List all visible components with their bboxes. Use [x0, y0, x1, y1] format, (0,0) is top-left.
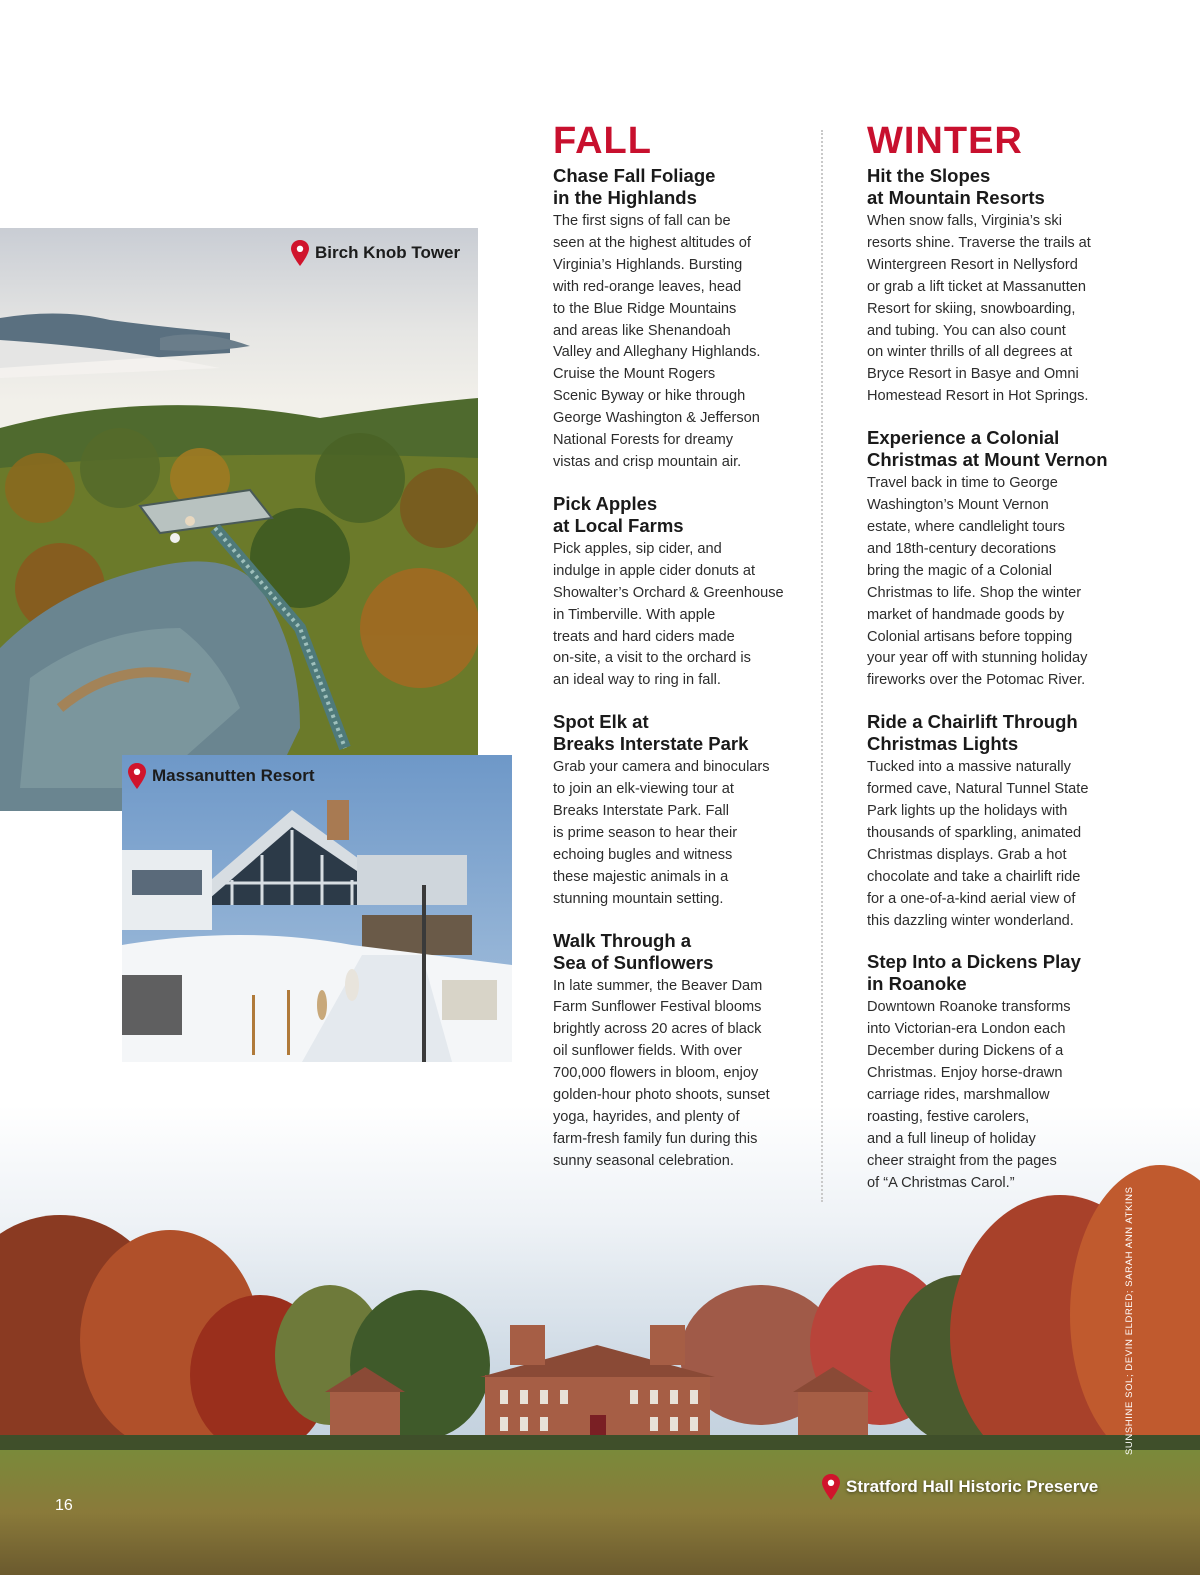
- birch-knob-tower-photo: [0, 228, 478, 811]
- entry-heading: Ride a Chairlift Through Christmas Lights: [867, 711, 1078, 755]
- entry-heading: Hit the Slopes at Mountain Resorts: [867, 165, 1045, 208]
- page-number: 16: [55, 1497, 73, 1514]
- entry-body: Travel back in time to George Washington’s Mount Vernon estate, where candlelight tours and 18th-century decorations bring the magic of a Colonial Christmas to life. Shop the winter market of handmade goods by Colonial artisans before topping your year off with stunning holiday fireworks over the Potomac River.: [867, 475, 1088, 689]
- entry-heading: Step Into a Dickens Play in Roanoke: [867, 951, 1081, 995]
- winter-column: [867, 118, 1117, 1214]
- entry-body: Pick apples, sip cider, and indulge in apple cider donuts at Showalter’s Orchard & Greenhouse in Timberville. With apple treats and hard ciders made on-site, a visit to the orchard is an ideal way to ring in fall.: [553, 540, 784, 689]
- fall-entry: [553, 930, 801, 1173]
- winter-entry: [867, 951, 1117, 1194]
- massanutten-resort-photo: [122, 755, 512, 1062]
- entry-body: The first signs of fall can be seen at the highest altitudes of Virginia’s Highlands. Bursting with red-orange leaves, head to the Blue Ridge Mountains and areas like Shenandoah Valley and Alleghany Highlands. Cruise the Mount Rogers Scenic Byway or hike through George Washington & Jefferson National Forests for dreamy vistas and crisp mountain air.: [553, 213, 761, 470]
- fall-entry: [553, 711, 801, 910]
- fall-entry: [553, 165, 801, 474]
- photo-credit: SUNSHINE SOL; DEVIN ELDRED; SARAH ANN ATKINS: [1124, 1186, 1135, 1455]
- entry-body: Downtown Roanoke transforms into Victorian-era London each December during Dickens of a Christmas. Enjoy horse-drawn carriage rides, marshmallow roasting, festive carolers, and a full lineup of holiday cheer straight from the pages of “A Christmas Carol.”: [867, 999, 1071, 1191]
- entry-body: In late summer, the Beaver Dam Farm Sunflower Festival blooms brightly across 20 acres of black oil sunflower fields. With over 700,000 flowers in bloom, enjoy golden-hour photo shoots, sunset yoga, hayrides, and plenty of farm-fresh family fun during this sunny seasonal celebration.: [553, 977, 770, 1169]
- massanutten-resort-label: Massanutten Resort: [152, 766, 315, 785]
- fall-title: FALL: [553, 120, 652, 162]
- entry-heading: Spot Elk at Breaks Interstate Park: [553, 711, 749, 755]
- entry-body: Grab your camera and binoculars to join an elk-viewing tour at Breaks Interstate Park. Fall is prime season to hear their echoing bugles and witness these majestic animals in a stunning mountain setting.: [553, 759, 770, 907]
- map-pin-icon: [291, 240, 309, 266]
- column-divider: [821, 130, 823, 1202]
- stratford-hall-caption: [822, 1474, 1098, 1500]
- entry-body: When snow falls, Virginia’s ski resorts shine. Traverse the trails at Wintergreen Resort in Nellysford or grab a lift ticket at Massanutten Resort for skiing, snowboarding, and tubing. You can also count on winter thrills of all degrees at Bryce Resort in Basye and Omni Homestead Resort in Hot Springs.: [867, 213, 1091, 405]
- winter-entry: [867, 427, 1117, 692]
- entry-body: Tucked into a massive naturally formed cave, Natural Tunnel State Park lights up the holidays with thousands of sparkling, animated Christmas displays. Grab a hot chocolate and take a chairlift ride for a one-of-a-kind aerial view of this dazzling winter wonderland.: [867, 759, 1089, 929]
- map-pin-icon: [822, 1474, 840, 1500]
- stratford-hall-label: Stratford Hall Historic Preserve: [846, 1477, 1099, 1496]
- winter-title: WINTER: [867, 120, 1023, 162]
- map-pin-icon: [128, 763, 146, 789]
- winter-entry: [867, 165, 1117, 408]
- entry-heading: Pick Apples at Local Farms: [553, 492, 684, 536]
- fall-column: [553, 118, 801, 1192]
- entry-heading: Walk Through a Sea of Sunflowers: [553, 929, 714, 973]
- entry-heading: Experience a Colonial Christmas at Mount Vernon: [867, 427, 1108, 471]
- entry-heading: Chase Fall Foliage in the Highlands: [553, 165, 716, 208]
- birch-knob-tower-caption: [291, 240, 460, 266]
- winter-entry: [867, 711, 1117, 932]
- birch-knob-tower-label: Birch Knob Tower: [315, 243, 461, 262]
- massanutten-resort-caption: [128, 763, 314, 789]
- fall-entry: [553, 493, 801, 692]
